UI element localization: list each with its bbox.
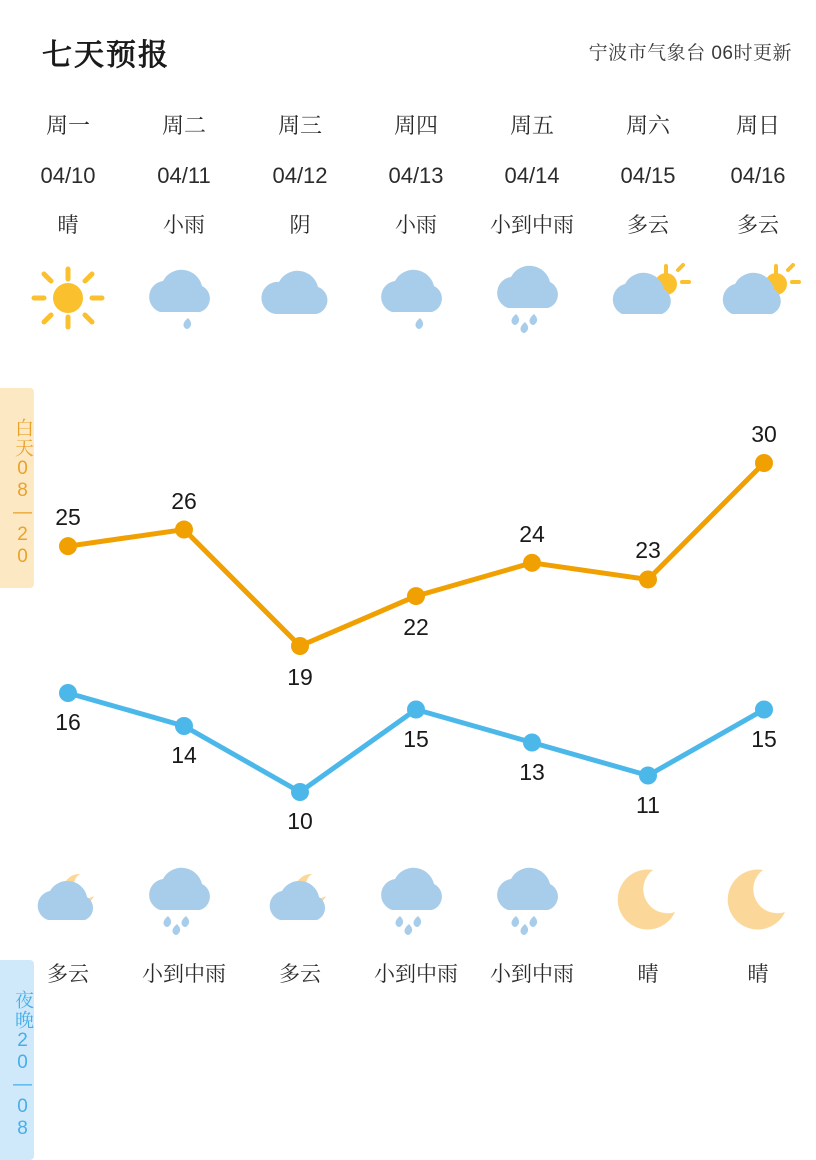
night-condition-label: 小到中雨 [142,963,226,986]
sun-cloud-icon [590,260,706,336]
high-temp-value: 22 [403,614,429,641]
daytime-band-label: 白天08—20 [0,388,34,588]
cloud-rain-light-icon [358,260,474,336]
date-label: 04/15 [620,163,676,188]
night-condition-label: 晴 [747,963,769,986]
low-temp-value: 14 [171,742,197,768]
cloud-rain-icon [126,862,242,938]
day-condition-label: 阴 [289,214,311,237]
date-label: 04/10 [40,163,96,188]
night-condition-label: 小到中雨 [374,963,458,986]
moon-cloud-icon [10,862,126,938]
cloud-icon [242,260,358,336]
date-label: 04/14 [504,163,560,188]
weekday-label: 周六 [625,113,670,138]
high-temp-value: 26 [171,487,197,514]
cloud-rain-icon [358,862,474,938]
cloud-rain-light-icon [126,260,242,336]
night-condition-label: 小到中雨 [490,963,574,986]
high-temp-value: 24 [519,520,545,547]
day-condition-label: 小雨 [395,214,437,237]
day-condition-label: 多云 [627,214,669,237]
weekday-label: 周日 [735,113,780,138]
night-condition-label: 晴 [637,963,659,986]
night-condition-label: 多云 [279,963,321,986]
nighttime-band-label: 夜晚20—08 [0,960,34,1160]
high-temp-value: 25 [55,504,81,531]
moon-cloud-icon [242,862,358,938]
high-temp-value: 23 [635,537,661,564]
day-condition-label: 小雨 [163,214,205,237]
moon-icon [700,862,816,938]
night-condition-label: 多云 [47,963,89,986]
date-label: 04/13 [388,163,444,188]
low-temp-value: 10 [287,808,313,834]
high-temp-value: 19 [287,664,313,690]
low-temp-value: 15 [751,725,777,752]
moon-icon [590,862,706,938]
date-label: 04/11 [157,163,211,188]
weekday-label: 周一 [45,113,90,138]
cloud-rain-icon [474,862,590,938]
low-temp-value: 16 [55,709,81,735]
header [0,0,806,88]
low-temp-value: 13 [519,758,545,785]
date-label: 04/12 [272,163,328,188]
low-temp-value: 11 [636,791,660,818]
sun-cloud-icon [700,260,816,336]
high-temp-value: 30 [751,421,777,447]
forecast-columns [0,110,806,990]
cloud-rain-icon [474,260,590,336]
date-label: 04/16 [730,163,786,188]
sun-icon [10,260,126,336]
day-condition-label: 晴 [57,214,79,237]
weekday-label: 周二 [161,113,206,138]
low-temp-value: 15 [403,725,429,752]
update-info: 宁波市气象台 06时更新 [588,43,792,64]
day-condition-label: 小到中雨 [490,214,574,237]
day-condition-label: 多云 [737,214,779,237]
weekday-label: 周四 [393,113,438,138]
weekday-label: 周五 [509,113,554,138]
weekday-label: 周三 [277,113,322,138]
page-title: 七天预报 [42,39,170,72]
